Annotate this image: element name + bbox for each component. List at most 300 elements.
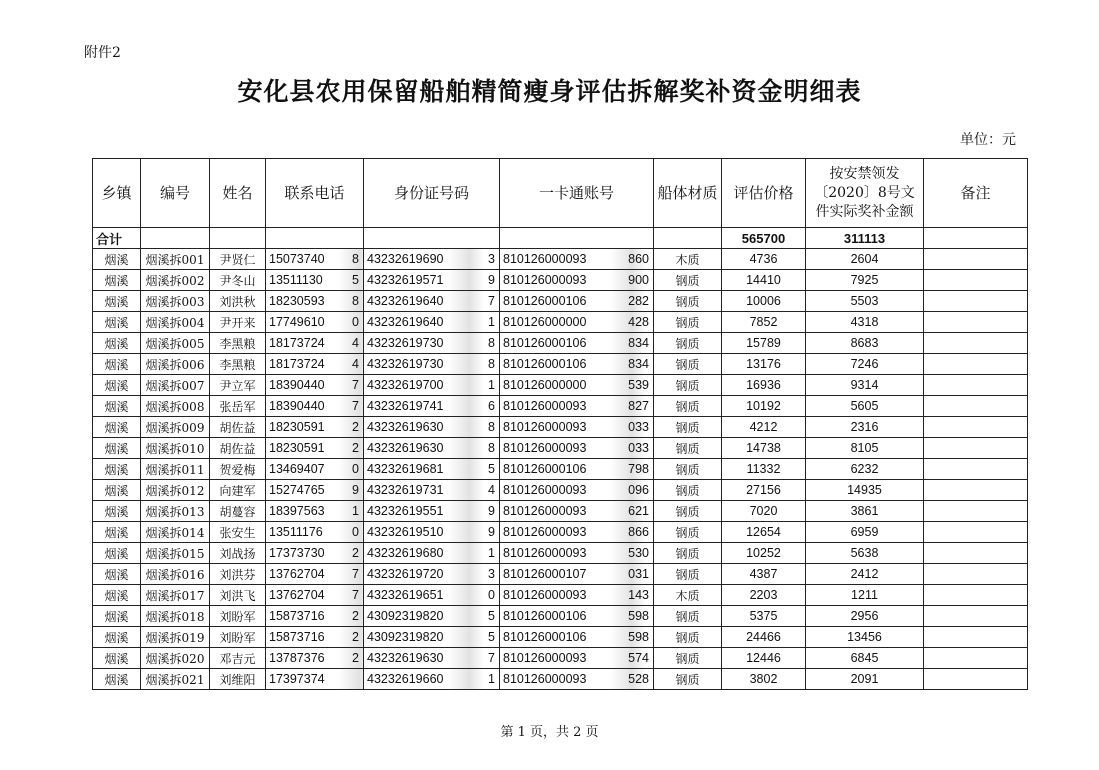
cell-reward: 5638 bbox=[806, 543, 924, 564]
redaction-mask bbox=[338, 375, 364, 395]
cell-price: 27156 bbox=[722, 480, 806, 501]
cell-name: 刘维阳 bbox=[210, 669, 266, 690]
cell-material: 钢质 bbox=[654, 291, 722, 312]
account-tail: 866 bbox=[628, 525, 649, 539]
phone-tail: 5 bbox=[352, 273, 359, 287]
cell-town: 烟溪 bbox=[93, 438, 141, 459]
cell-code: 烟溪拆001 bbox=[141, 249, 210, 270]
cell-code: 烟溪拆015 bbox=[141, 543, 210, 564]
cell-name: 李黑粮 bbox=[210, 354, 266, 375]
cell-name: 李黑粮 bbox=[210, 333, 266, 354]
phone-visible: 17749610 bbox=[269, 315, 325, 329]
col-header-remark: 备注 bbox=[924, 159, 1028, 228]
cell-reward: 6845 bbox=[806, 648, 924, 669]
cell-price: 4212 bbox=[722, 417, 806, 438]
cell-remark bbox=[924, 312, 1028, 333]
account-visible: 810126000000 bbox=[503, 315, 587, 329]
col-header-name: 姓名 bbox=[210, 159, 266, 228]
cell-reward: 8105 bbox=[806, 438, 924, 459]
phone-tail: 4 bbox=[352, 336, 359, 350]
redaction-mask bbox=[338, 522, 364, 542]
redaction-mask bbox=[448, 585, 484, 605]
cell-price: 3802 bbox=[722, 669, 806, 690]
id-tail: 7 bbox=[488, 294, 495, 308]
account-visible: 810126000106 bbox=[503, 630, 587, 644]
col-header-phone: 联系电话 bbox=[266, 159, 364, 228]
cell-account bbox=[500, 585, 654, 606]
cell-name: 刘洪飞 bbox=[210, 585, 266, 606]
phone-visible: 18390440 bbox=[269, 378, 325, 392]
redaction-mask bbox=[338, 270, 364, 290]
table-row bbox=[93, 396, 1028, 417]
redaction-mask bbox=[448, 375, 484, 395]
id-visible: 43232619510 bbox=[367, 525, 444, 539]
cell-code: 烟溪拆008 bbox=[141, 396, 210, 417]
cell-id bbox=[364, 459, 500, 480]
redaction-mask bbox=[448, 522, 484, 542]
account-tail: 574 bbox=[628, 651, 649, 665]
phone-visible: 18397563 bbox=[269, 504, 325, 518]
cell-phone bbox=[266, 648, 364, 669]
cell-price: 13176 bbox=[722, 354, 806, 375]
id-visible: 43092319820 bbox=[367, 630, 444, 644]
table-row bbox=[93, 522, 1028, 543]
phone-tail: 7 bbox=[352, 567, 359, 581]
col-header-reward: 按安禁领发〔2020〕8号文件实际奖补金额 bbox=[806, 159, 924, 228]
id-tail: 1 bbox=[488, 378, 495, 392]
cell-reward: 7246 bbox=[806, 354, 924, 375]
cell-name: 刘战扬 bbox=[210, 543, 266, 564]
id-visible: 43232619730 bbox=[367, 336, 444, 350]
id-visible: 43232619630 bbox=[367, 420, 444, 434]
total-reward: 311113 bbox=[806, 228, 924, 249]
phone-visible: 13511130 bbox=[269, 273, 323, 287]
cell-material: 木质 bbox=[654, 249, 722, 270]
cell-id bbox=[364, 396, 500, 417]
table-row bbox=[93, 438, 1028, 459]
redaction-mask bbox=[338, 669, 364, 689]
cell-id bbox=[364, 564, 500, 585]
cell-material: 钢质 bbox=[654, 375, 722, 396]
cell-remark bbox=[924, 501, 1028, 522]
account-visible: 810126000106 bbox=[503, 336, 587, 350]
redaction-mask bbox=[338, 354, 364, 374]
phone-tail: 4 bbox=[352, 357, 359, 371]
cell-id bbox=[364, 249, 500, 270]
phone-visible: 17373730 bbox=[269, 546, 325, 560]
cell-town: 烟溪 bbox=[93, 333, 141, 354]
cell-price: 16936 bbox=[722, 375, 806, 396]
table-row bbox=[93, 417, 1028, 438]
cell-id bbox=[364, 354, 500, 375]
phone-tail: 8 bbox=[352, 294, 359, 308]
cell-material: 钢质 bbox=[654, 312, 722, 333]
redaction-mask bbox=[338, 480, 364, 500]
cell-account bbox=[500, 522, 654, 543]
id-tail: 5 bbox=[488, 609, 495, 623]
redaction-mask bbox=[448, 249, 484, 269]
cell-id bbox=[364, 333, 500, 354]
id-visible: 43232619630 bbox=[367, 441, 444, 455]
id-tail: 0 bbox=[488, 588, 495, 602]
table-row bbox=[93, 606, 1028, 627]
cell-material: 钢质 bbox=[654, 648, 722, 669]
cell-id bbox=[364, 585, 500, 606]
id-tail: 8 bbox=[488, 441, 495, 455]
cell-code: 烟溪拆016 bbox=[141, 564, 210, 585]
id-visible: 43232619660 bbox=[367, 672, 444, 686]
redaction-mask bbox=[448, 438, 484, 458]
cell-phone bbox=[266, 459, 364, 480]
phone-tail: 0 bbox=[352, 525, 359, 539]
cell-reward: 2316 bbox=[806, 417, 924, 438]
cell-material: 钢质 bbox=[654, 333, 722, 354]
phone-visible: 18390440 bbox=[269, 399, 325, 413]
cell-name: 张岳军 bbox=[210, 396, 266, 417]
id-tail: 8 bbox=[488, 357, 495, 371]
table-row bbox=[93, 249, 1028, 270]
cell-name: 刘洪芬 bbox=[210, 564, 266, 585]
redaction-mask bbox=[448, 480, 484, 500]
cell-phone bbox=[266, 333, 364, 354]
account-tail: 031 bbox=[628, 567, 649, 581]
id-visible: 43232619640 bbox=[367, 294, 444, 308]
table-row bbox=[93, 669, 1028, 690]
cell-reward: 6959 bbox=[806, 522, 924, 543]
redaction-mask bbox=[448, 417, 484, 437]
cell-account bbox=[500, 249, 654, 270]
cell-account bbox=[500, 270, 654, 291]
cell-code: 烟溪拆007 bbox=[141, 375, 210, 396]
cell-phone bbox=[266, 375, 364, 396]
cell-name: 胡佐益 bbox=[210, 438, 266, 459]
attachment-label: 附件2 bbox=[84, 45, 121, 61]
redaction-mask bbox=[338, 585, 364, 605]
cell-phone bbox=[266, 417, 364, 438]
account-visible: 810126000093 bbox=[503, 441, 587, 455]
cell-remark bbox=[924, 585, 1028, 606]
account-tail: 834 bbox=[628, 336, 649, 350]
id-visible: 43232619720 bbox=[367, 567, 444, 581]
cell-reward: 8683 bbox=[806, 333, 924, 354]
redaction-mask bbox=[338, 438, 364, 458]
cell-price: 14738 bbox=[722, 438, 806, 459]
cell-town: 烟溪 bbox=[93, 606, 141, 627]
account-tail: 621 bbox=[628, 504, 649, 518]
redaction-mask bbox=[338, 333, 364, 353]
cell-account bbox=[500, 333, 654, 354]
redaction-mask bbox=[448, 564, 484, 584]
account-visible: 810126000093 bbox=[503, 399, 587, 413]
cell-price: 10252 bbox=[722, 543, 806, 564]
phone-tail: 2 bbox=[352, 420, 359, 434]
cell-town: 烟溪 bbox=[93, 396, 141, 417]
account-tail: 528 bbox=[628, 672, 649, 686]
cell-account bbox=[500, 564, 654, 585]
cell-town: 烟溪 bbox=[93, 249, 141, 270]
cell-id bbox=[364, 501, 500, 522]
cell-remark bbox=[924, 669, 1028, 690]
cell-remark bbox=[924, 648, 1028, 669]
cell-id bbox=[364, 417, 500, 438]
cell-town: 烟溪 bbox=[93, 375, 141, 396]
cell-remark bbox=[924, 480, 1028, 501]
cell-phone bbox=[266, 606, 364, 627]
phone-tail: 9 bbox=[352, 483, 359, 497]
id-tail: 5 bbox=[488, 462, 495, 476]
cell-material: 钢质 bbox=[654, 627, 722, 648]
cell-town: 烟溪 bbox=[93, 270, 141, 291]
cell-name: 向建军 bbox=[210, 480, 266, 501]
header-row bbox=[93, 159, 1028, 228]
cell-id bbox=[364, 606, 500, 627]
cell-phone bbox=[266, 354, 364, 375]
cell-code: 烟溪拆003 bbox=[141, 291, 210, 312]
cell-reward: 2412 bbox=[806, 564, 924, 585]
id-tail: 4 bbox=[488, 483, 495, 497]
cell-id bbox=[364, 627, 500, 648]
redaction-mask bbox=[448, 291, 484, 311]
cell-account bbox=[500, 312, 654, 333]
account-tail: 900 bbox=[628, 273, 649, 287]
cell-account bbox=[500, 396, 654, 417]
cell-account bbox=[500, 480, 654, 501]
cell-phone bbox=[266, 564, 364, 585]
unit-label: 单位：元 bbox=[960, 132, 1016, 148]
id-visible: 43232619741 bbox=[367, 399, 444, 413]
cell-town: 烟溪 bbox=[93, 312, 141, 333]
cell-code: 烟溪拆019 bbox=[141, 627, 210, 648]
cell-id bbox=[364, 543, 500, 564]
phone-visible: 18230591 bbox=[269, 420, 325, 434]
cell-price: 14410 bbox=[722, 270, 806, 291]
phone-tail: 2 bbox=[352, 441, 359, 455]
account-tail: 598 bbox=[628, 630, 649, 644]
cell-town: 烟溪 bbox=[93, 543, 141, 564]
cell-name: 尹冬山 bbox=[210, 270, 266, 291]
table-row bbox=[93, 543, 1028, 564]
cell-town: 烟溪 bbox=[93, 585, 141, 606]
cell-code: 烟溪拆010 bbox=[141, 438, 210, 459]
id-visible: 43232619680 bbox=[367, 546, 444, 560]
cell-code: 烟溪拆004 bbox=[141, 312, 210, 333]
redaction-mask bbox=[338, 396, 364, 416]
cell-code: 烟溪拆013 bbox=[141, 501, 210, 522]
cell-name: 贺爱梅 bbox=[210, 459, 266, 480]
account-tail: 530 bbox=[628, 546, 649, 560]
phone-visible: 17397374 bbox=[269, 672, 325, 686]
cell-name: 尹开来 bbox=[210, 312, 266, 333]
account-tail: 539 bbox=[628, 378, 649, 392]
cell-material: 钢质 bbox=[654, 501, 722, 522]
id-tail: 8 bbox=[488, 336, 495, 350]
redaction-mask bbox=[448, 270, 484, 290]
account-tail: 860 bbox=[628, 252, 649, 266]
cell-town: 烟溪 bbox=[93, 459, 141, 480]
cell-account bbox=[500, 438, 654, 459]
account-visible: 810126000106 bbox=[503, 357, 587, 371]
id-visible: 43232619571 bbox=[367, 273, 444, 287]
cell-town: 烟溪 bbox=[93, 417, 141, 438]
account-tail: 827 bbox=[628, 399, 649, 413]
cell-remark bbox=[924, 627, 1028, 648]
account-visible: 810126000107 bbox=[503, 567, 587, 581]
id-visible: 43232619551 bbox=[367, 504, 444, 518]
cell-material: 钢质 bbox=[654, 438, 722, 459]
cell-phone bbox=[266, 627, 364, 648]
cell-id bbox=[364, 438, 500, 459]
cell-reward: 3861 bbox=[806, 501, 924, 522]
redaction-mask bbox=[448, 354, 484, 374]
id-tail: 3 bbox=[488, 252, 495, 266]
cell-id bbox=[364, 375, 500, 396]
subsidy-table bbox=[92, 158, 1028, 690]
cell-code: 烟溪拆020 bbox=[141, 648, 210, 669]
redaction-mask bbox=[338, 459, 364, 479]
account-visible: 810126000093 bbox=[503, 504, 587, 518]
cell-town: 烟溪 bbox=[93, 669, 141, 690]
cell-price: 11332 bbox=[722, 459, 806, 480]
cell-material: 钢质 bbox=[654, 270, 722, 291]
phone-visible: 13787376 bbox=[269, 651, 325, 665]
cell-price: 15789 bbox=[722, 333, 806, 354]
redaction-mask bbox=[338, 627, 364, 647]
cell-town: 烟溪 bbox=[93, 564, 141, 585]
cell-account bbox=[500, 669, 654, 690]
redaction-mask bbox=[448, 459, 484, 479]
cell-reward: 7925 bbox=[806, 270, 924, 291]
cell-phone bbox=[266, 270, 364, 291]
id-tail: 1 bbox=[488, 315, 495, 329]
cell-material: 钢质 bbox=[654, 459, 722, 480]
account-visible: 810126000093 bbox=[503, 546, 587, 560]
cell-reward: 2604 bbox=[806, 249, 924, 270]
phone-tail: 2 bbox=[352, 651, 359, 665]
cell-remark bbox=[924, 564, 1028, 585]
phone-tail: 7 bbox=[352, 588, 359, 602]
phone-visible: 13762704 bbox=[269, 588, 325, 602]
id-tail: 1 bbox=[488, 672, 495, 686]
phone-visible: 15873716 bbox=[269, 609, 325, 623]
page-footer: 第 1 页，共 2 页 bbox=[500, 725, 599, 740]
cell-name: 刘盼军 bbox=[210, 627, 266, 648]
account-visible: 810126000093 bbox=[503, 420, 587, 434]
table-row bbox=[93, 648, 1028, 669]
id-visible: 43232619630 bbox=[367, 651, 444, 665]
cell-code: 烟溪拆012 bbox=[141, 480, 210, 501]
redaction-mask bbox=[338, 291, 364, 311]
id-visible: 43232619731 bbox=[367, 483, 444, 497]
id-visible: 43232619700 bbox=[367, 378, 444, 392]
table-row bbox=[93, 564, 1028, 585]
id-visible: 43092319820 bbox=[367, 609, 444, 623]
account-tail: 143 bbox=[628, 588, 649, 602]
cell-reward: 1211 bbox=[806, 585, 924, 606]
redaction-mask bbox=[338, 543, 364, 563]
account-tail: 282 bbox=[628, 294, 649, 308]
cell-code: 烟溪拆011 bbox=[141, 459, 210, 480]
cell-name: 尹贤仁 bbox=[210, 249, 266, 270]
cell-account bbox=[500, 354, 654, 375]
account-visible: 810126000106 bbox=[503, 462, 587, 476]
account-visible: 810126000093 bbox=[503, 672, 587, 686]
cell-name: 尹立军 bbox=[210, 375, 266, 396]
cell-phone bbox=[266, 291, 364, 312]
id-tail: 9 bbox=[488, 273, 495, 287]
redaction-mask bbox=[448, 312, 484, 332]
cell-town: 烟溪 bbox=[93, 522, 141, 543]
redaction-mask bbox=[448, 606, 484, 626]
cell-reward: 9314 bbox=[806, 375, 924, 396]
account-tail: 428 bbox=[628, 315, 649, 329]
account-visible: 810126000093 bbox=[503, 588, 587, 602]
cell-town: 烟溪 bbox=[93, 627, 141, 648]
phone-visible: 15073740 bbox=[269, 252, 325, 266]
account-visible: 810126000093 bbox=[503, 651, 587, 665]
cell-material: 钢质 bbox=[654, 480, 722, 501]
cell-town: 烟溪 bbox=[93, 354, 141, 375]
cell-name: 张安生 bbox=[210, 522, 266, 543]
id-tail: 7 bbox=[488, 651, 495, 665]
table-row bbox=[93, 585, 1028, 606]
cell-remark bbox=[924, 333, 1028, 354]
account-tail: 598 bbox=[628, 609, 649, 623]
account-tail: 096 bbox=[628, 483, 649, 497]
cell-reward: 13456 bbox=[806, 627, 924, 648]
cell-remark bbox=[924, 291, 1028, 312]
phone-tail: 2 bbox=[352, 546, 359, 560]
phone-tail: 8 bbox=[352, 252, 359, 266]
cell-price: 4387 bbox=[722, 564, 806, 585]
redaction-mask bbox=[338, 564, 364, 584]
cell-account bbox=[500, 543, 654, 564]
table-row bbox=[93, 459, 1028, 480]
cell-account bbox=[500, 459, 654, 480]
cell-id bbox=[364, 648, 500, 669]
phone-visible: 13469407 bbox=[269, 462, 325, 476]
table-row bbox=[93, 270, 1028, 291]
cell-price: 10192 bbox=[722, 396, 806, 417]
cell-price: 10006 bbox=[722, 291, 806, 312]
cell-material: 钢质 bbox=[654, 669, 722, 690]
account-visible: 810126000093 bbox=[503, 483, 587, 497]
phone-tail: 7 bbox=[352, 399, 359, 413]
cell-remark bbox=[924, 459, 1028, 480]
cell-price: 7020 bbox=[722, 501, 806, 522]
cell-price: 2203 bbox=[722, 585, 806, 606]
cell-reward: 2956 bbox=[806, 606, 924, 627]
account-tail: 033 bbox=[628, 420, 649, 434]
cell-price: 12654 bbox=[722, 522, 806, 543]
account-visible: 810126000093 bbox=[503, 525, 587, 539]
cell-id bbox=[364, 480, 500, 501]
cell-remark bbox=[924, 543, 1028, 564]
cell-material: 木质 bbox=[654, 585, 722, 606]
redaction-mask bbox=[448, 627, 484, 647]
cell-name: 邓吉元 bbox=[210, 648, 266, 669]
id-visible: 43232619681 bbox=[367, 462, 444, 476]
cell-remark bbox=[924, 606, 1028, 627]
cell-account bbox=[500, 501, 654, 522]
cell-material: 钢质 bbox=[654, 396, 722, 417]
col-header-town: 乡镇 bbox=[93, 159, 141, 228]
redaction-mask bbox=[338, 417, 364, 437]
phone-visible: 15274765 bbox=[269, 483, 325, 497]
account-visible: 810126000093 bbox=[503, 273, 587, 287]
col-header-code: 编号 bbox=[141, 159, 210, 228]
account-tail: 834 bbox=[628, 357, 649, 371]
cell-code: 烟溪拆002 bbox=[141, 270, 210, 291]
